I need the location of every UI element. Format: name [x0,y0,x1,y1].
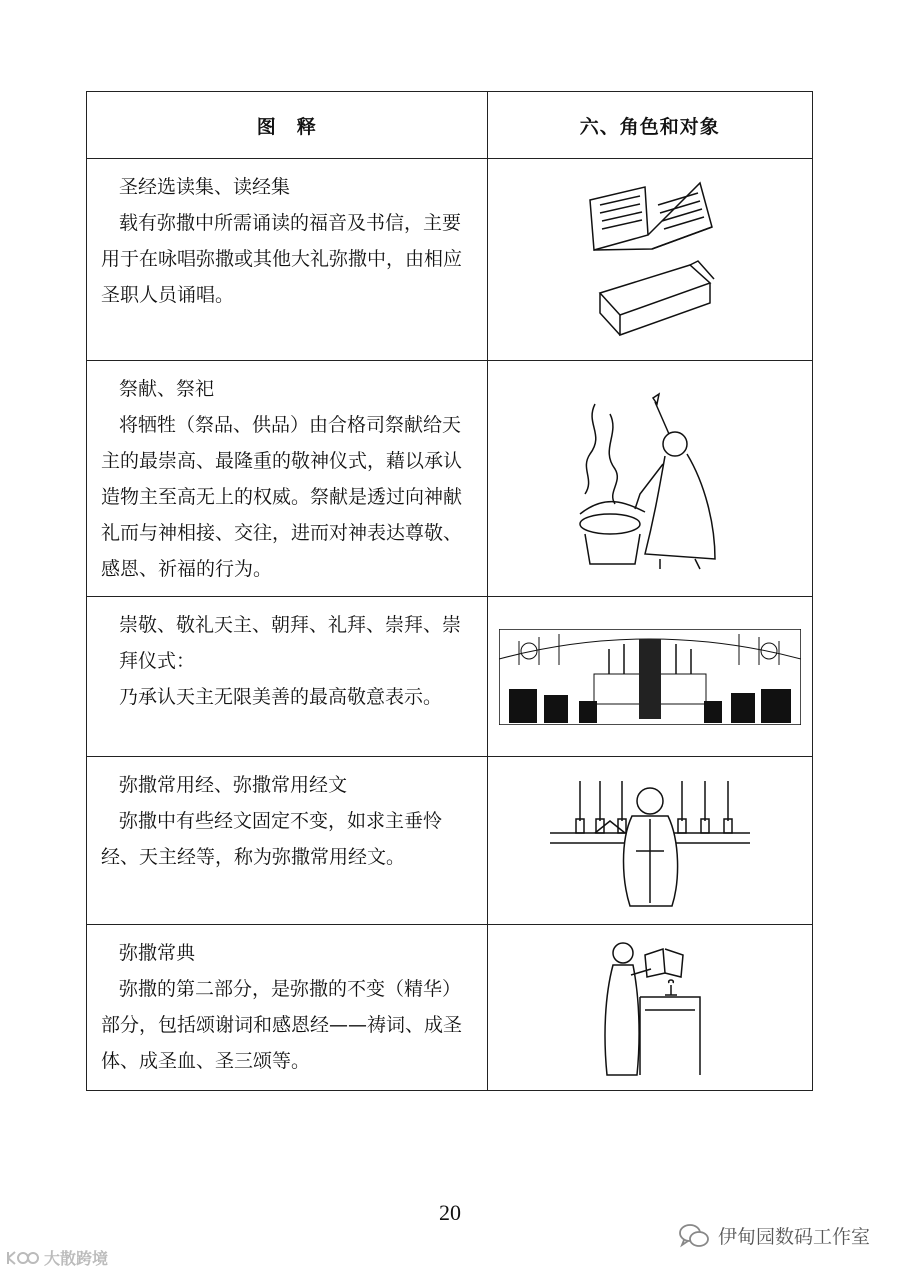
sacrifice-icon [565,384,735,574]
term-label: 祭献、祭祀 [119,378,215,400]
term-label: 弥撒常用经、弥撒常用经文 [119,774,348,796]
term-description: 弥撒的第二部分，是弥撒的不变（精华）部分，包括颂谢词和感恩经——祷词、成圣体、成圣血、圣三颂等。 [101,978,463,1072]
worship-scene-icon [499,629,801,725]
term-description: 将牺牲（祭品、供品）由合格司祭献给天主的最崇高、最隆重的敬神仪式，藉以承认造物主至高无上的权威。祭献是透过向神献礼而与神相接、交往，进而对神表达尊敬、感恩、祈福的行为。 [101,414,463,580]
lectionary-book-icon [580,175,720,345]
watermark-left-text: 大散跨境 [44,1249,109,1268]
page-number: 20 [439,1200,461,1225]
watermark-right-text: 伊甸园数码工作室 [717,1226,870,1248]
term-description: 乃承认天主无限美善的最高敬意表示。 [119,686,443,708]
priest-reading-missal-icon [595,935,705,1080]
term-label: 弥撒常典 [119,942,196,964]
term-label: 圣经选读集、读经集 [119,176,291,198]
term-description: 弥撒中有些经文固定不变，如求主垂怜经、天主经等，称为弥撒常用经文。 [101,810,443,868]
wechat-icon [678,1223,710,1249]
glossary-table [86,91,813,1091]
priest-at-altar-icon [550,771,750,911]
table-row [87,159,813,361]
table-row [87,925,813,1091]
table-header-row [87,92,813,159]
term-description: 载有弥撒中所需诵读的福音及书信，主要用于在咏唱弥撒或其他大礼弥撒中，由相应圣职人员诵唱。 [101,212,463,306]
watermark-right [678,1222,870,1249]
term-label: 崇敬、敬礼天主、朝拜、礼拜、崇拜、崇拜仪式： [119,614,462,672]
header-explanation: 图 释 [87,92,488,159]
table-row [87,597,813,757]
table-row [87,361,813,597]
logo-icon [6,1249,40,1267]
watermark-left [6,1246,108,1269]
table-row [87,757,813,925]
header-roles-objects: 六、角色和对象 [487,92,812,159]
